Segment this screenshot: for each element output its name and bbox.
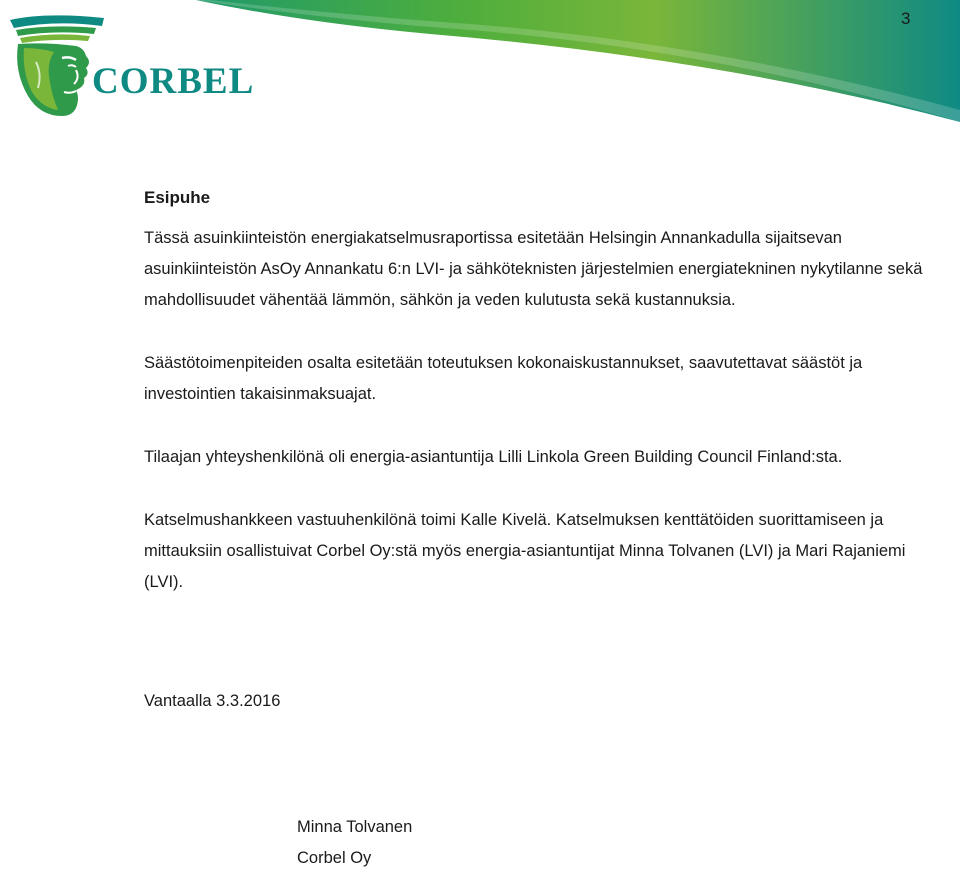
paragraph-responsible: Katselmushankkeen vastuuhenkilönä toimi Kalle Kivelä. Katselmuksen kenttätöiden suorittamiseen ja mittauksiin osallistuivat Corbel Oy:stä myös energia-asiantuntijat Minna Tolvanen (LVI) ja Mari Rajaniemi (LVI). — [144, 511, 906, 591]
paragraph-contact: Tilaajan yhteyshenkilönä oli energia-asiantuntija Lilli Linkola Green Building Council Finland:sta. — [144, 448, 843, 466]
signer-company: Corbel Oy — [297, 849, 372, 867]
page-number: 3 — [901, 9, 911, 28]
signature-block — [297, 812, 412, 874]
logo-wordmark: CORBEL — [92, 61, 255, 102]
document-body — [144, 182, 934, 598]
place-and-date: Vantaalla 3.3.2016 — [144, 692, 281, 710]
document-heading: Esipuhe — [144, 188, 211, 207]
signer-name: Minna Tolvanen — [297, 818, 413, 836]
paragraph-intro: Tässä asuinkiinteistön energiakatselmusraportissa esitetään Helsingin Annankadulla sijaitsevan asuinkiinteistön AsOy Annankatu 6:n LVI- ja sähköteknisten järjestelmien energiatekninen nykytilanne sekä mahdollisuudet vähentää lämmön, sähkön ja veden kulutusta sekä kustannuksia. — [144, 229, 923, 309]
paragraph-savings: Säästötoimenpiteiden osalta esitetään toteutuksen kokonaiskustannukset, saavutettavat säästöt ja investointien takaisinmaksuajat. — [144, 354, 863, 403]
